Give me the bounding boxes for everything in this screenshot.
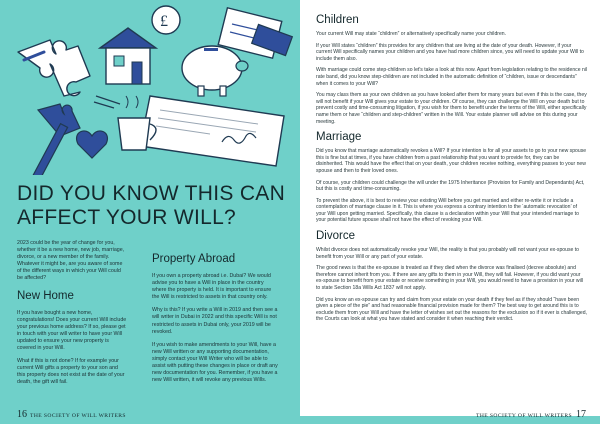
footer-left xyxy=(17,409,126,420)
right-column xyxy=(152,250,278,390)
property-abroad-heading: Property Abroad xyxy=(152,253,236,265)
divorce-heading: Divorce xyxy=(316,230,355,243)
puzzle-piece-icon xyxy=(18,40,90,96)
children-heading: Children xyxy=(316,14,359,26)
footer-right xyxy=(476,409,586,420)
property-abroad-paragraph: If you own a property abroad i.e. Dubai? We would advise you to have a Will in place in the country where the property is held. It is important to ensure the Will is restricted to assets in that country only. xyxy=(152,273,272,301)
page-number: 16 xyxy=(17,409,27,420)
right-page xyxy=(300,0,600,424)
house-icon xyxy=(100,28,156,84)
marriage-paragraph: Did you know that marriage automatically revokes a Will? If your intention is for all your assets to go to your new spouse this is fine but at times, if you have children from a past relationship that you want to provide for, they can be disinherited. This would have the effect that on your death, your children receive nothing, everything passes to your new spouse and then to their loved ones. xyxy=(316,148,587,174)
property-abroad-paragraph: Why is this? If you write a Will in 2019 and then see a will writer in Dubai in 2022 and this specific Will is not restricted to assets in Dubai only, your 2019 will be revoked. xyxy=(152,307,278,335)
left-column xyxy=(17,240,127,393)
right-content xyxy=(316,14,588,328)
heart-icon xyxy=(77,131,108,158)
piggy-bank-icon xyxy=(182,46,248,96)
scribble-icon xyxy=(94,96,120,108)
intro-paragraph: 2023 could be the year of change for you, whether it be a new home, new job, marriage, divorce, or a new member of the family. Whatever it might be, are you aware of some of the different ways in which your Will could be affected? xyxy=(17,240,125,282)
marriage-paragraph: To prevent the above, it is best to review your existing Will before you get married and either re-write it or include a contemplation of marriage clause in it. This is where you express a contrary intention to the ‘automatic revocation’ of your Will upon getting married. Specifically, this clause is a declaration within your Will that your intended marriage to your potential future spouse shall not have the effect of revoking your Will. xyxy=(316,197,579,224)
will-document-icon xyxy=(140,96,284,166)
new-home-paragraph: If you have bought a new home, congratulations! Does your current Will include your previous home address? If so, please get in touch with your will writer to have your Will updated to ensure your new property is covered in your Will. xyxy=(17,309,127,352)
page-number: 17 xyxy=(576,409,586,420)
divorce-paragraph: Whilst divorce does not automatically revoke your Will, the reality is that you probably will not want your ex-spouse to benefit from your Will or any part of your estate. xyxy=(316,247,580,260)
property-abroad-paragraph: If you wish to make amendments to your Will, have a new Will written or any supporting documentation, simply contact your Will Writer who will be able to assist with putting these changes in place or draft any new documentation for you. Remember, if you have a new Will written, it will revoke any previous Wills. xyxy=(152,341,278,384)
marriage-heading: Marriage xyxy=(316,131,362,144)
children-paragraph: You may class them as your own children as you have looked after them for many years but even if this is the case, they will not benefit if your Will gives your estate to your children. Of course, they can challenge the Will on your death but to prevent costly and time-consuming litigation, if you wish for them to benefit under the terms of the Will, either specifically name them or have “children and step-children” written in the Will. Your estate planner will advise on this during your meeting. xyxy=(316,92,587,125)
footer-brand: THE SOCIETY OF WILL WRITERS xyxy=(476,413,572,419)
will-documents-illustration xyxy=(0,0,300,175)
svg-text:£: £ xyxy=(160,13,168,30)
new-home-heading: New Home xyxy=(17,289,74,302)
children-paragraph: With marriage could come step-children so let's take a look at this now. Apart from legislation relating to the residence nil rate band, did you know step-children are not included in the automatic definition of “children, issue or descendants” when it comes to your Will? xyxy=(316,67,588,87)
footer-brand: THE SOCIETY OF WILL WRITERS xyxy=(30,413,126,419)
pound-coin-icon xyxy=(152,6,180,34)
marriage-paragraph: Of course, your children could challenge the will under the 1975 Inheritance (Provision for Family and Dependants) Act, but this is costly and time-consuming. xyxy=(316,179,585,193)
children-paragraph: If your Will states “children” this provides for any children that are living at the date of your death. However, if your current Will specifically names your children and you have had more children since, you will need to update your Will to include them also. xyxy=(316,42,584,62)
new-home-paragraph: What if this is not done? If for example your current Will gifts a property to your son and this property does not exist at the date of your death, the gift will fail. xyxy=(17,358,125,386)
divorce-paragraph: The good news is that the ex-spouse is treated as if they died when the divorce was finalised (decree absolute) and therefore cannot inherit from you. If there are any gifts to them in your Will, they will fail. However, if you did want your ex-spouse to benefit from your estate or receive something in your Will, you would need to have a provision in your will to state Section 18a Wills Act 1837 will not apply. xyxy=(316,265,583,292)
main-heading: DID YOU KNOW THIS CAN AFFECT YOUR WILL? xyxy=(17,182,286,229)
divorce-paragraph: Did you know an ex-spouse can try and claim from your estate on your death if they feel as if they should “have been given a piece of the pie” and had reasonable financial provision made for them? The best way to get around this is to exclude them from your Will and have the letter of wishes set out the reasons for the exclusion so if it ever is challenged, the Courts can look at what you have stated and consider it when reaching their verdict. xyxy=(316,296,587,323)
pen-icon xyxy=(32,124,67,175)
children-paragraph: Your current Will may state “children” or alternatively specifically name your children. xyxy=(316,31,507,37)
